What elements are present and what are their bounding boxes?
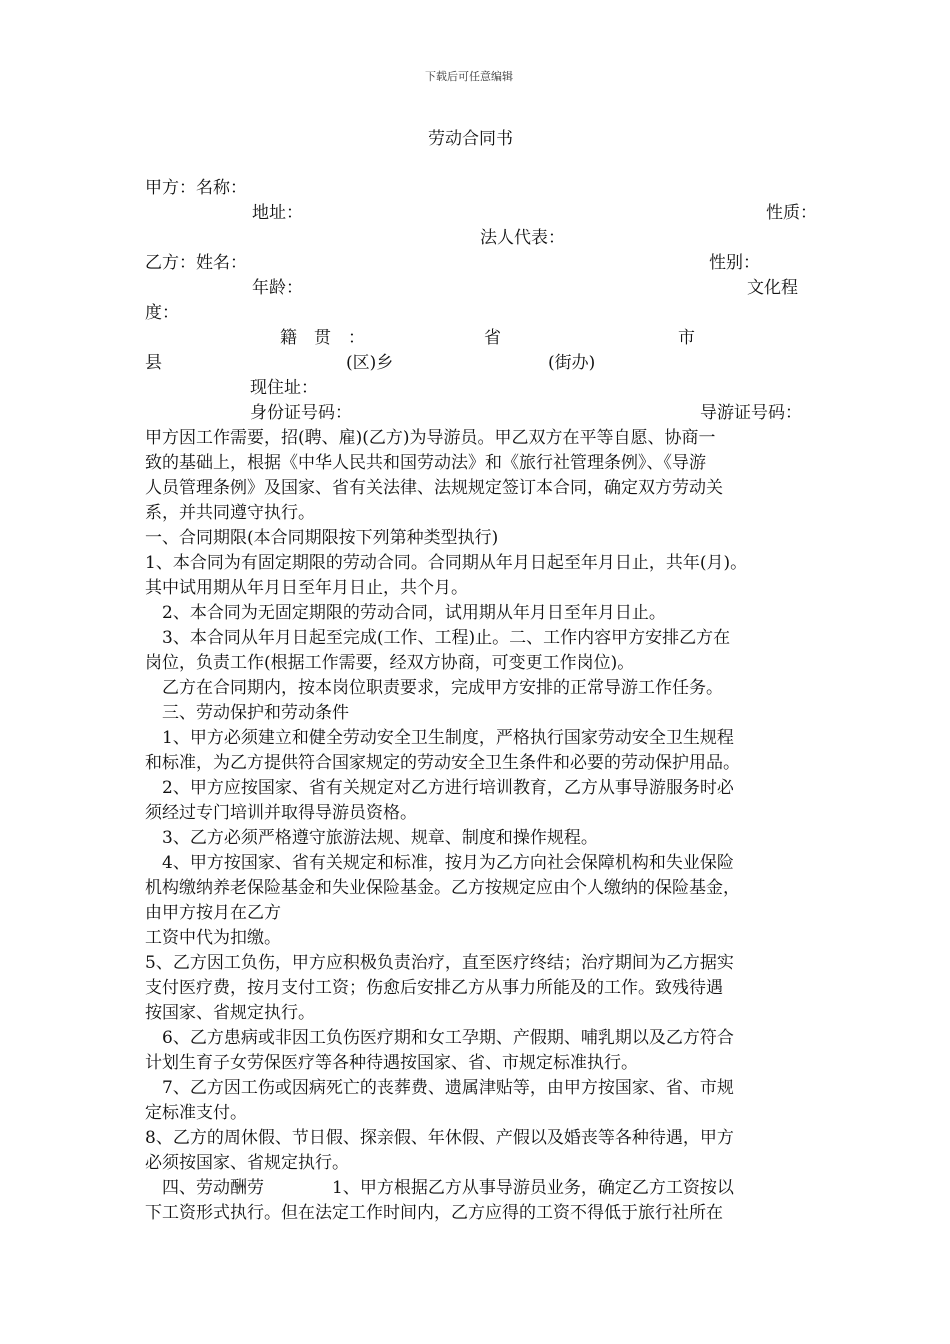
party-a-name-label: 甲方：名称： bbox=[145, 178, 247, 198]
party-b-subdistrict: (街办) bbox=[548, 353, 596, 373]
body-line: 机构缴纳养老保险基金和失业保险基金。乙方按规定应由个人缴纳的保险基金， bbox=[145, 878, 740, 898]
body-line: 定标准支付。 bbox=[145, 1103, 247, 1123]
party-b-education-label: 文化程 bbox=[747, 278, 798, 298]
party-a-address-label: 地址： bbox=[252, 203, 303, 223]
body-line: 按国家、省规定执行。 bbox=[145, 1003, 315, 1023]
body-line: 必须按国家、省规定执行。 bbox=[145, 1153, 349, 1173]
body-line: 2、甲方应按国家、省有关规定对乙方进行培训教育，乙方从事导游服务时必 bbox=[145, 778, 734, 798]
body-line: 支付医疗费，按月支付工资；伤愈后安排乙方从事力所能及的工作。致残待遇 bbox=[145, 978, 723, 998]
body-line: 须经过专门培训并取得导游员资格。 bbox=[145, 803, 417, 823]
body-line: 2、本合同为无固定期限的劳动合同，试用期从年月日至年月日止。 bbox=[145, 603, 666, 623]
body-line: 和标准，为乙方提供符合国家规定的劳动安全卫生条件和必要的劳动保护用品。 bbox=[145, 753, 740, 773]
body-line: 3、本合同从年月日起至完成(工作、工程)止。二、工作内容甲方安排乙方在 bbox=[145, 628, 731, 648]
body-line: 8、乙方的周休假、节日假、探亲假、年休假、产假以及婚丧等各种待遇，甲方 bbox=[145, 1128, 734, 1148]
body-line: 乙方在合同期内，按本岗位职责要求，完成甲方安排的正常导游工作任务。 bbox=[145, 678, 723, 698]
body-line: 致的基础上，根据《中华人民共和国劳动法》和《旅行社管理条例》、《导游 bbox=[145, 453, 706, 473]
body-line: 4、甲方按国家、省有关规定和标准，按月为乙方向社会保障机构和失业保险 bbox=[145, 853, 734, 873]
body-line: 计划生育子女劳保医疗等各种待遇按国家、省、市规定标准执行。 bbox=[145, 1053, 638, 1073]
party-b-age-label: 年龄： bbox=[252, 278, 303, 298]
document-title: 劳动合同书 bbox=[428, 129, 513, 149]
body-line: 其中试用期从年月日至年月日止，共个月。 bbox=[145, 578, 468, 598]
party-b-guide-id-label: 导游证号码： bbox=[700, 403, 802, 423]
party-a-nature-label: 性质： bbox=[766, 203, 817, 223]
section-heading: 一、合同期限(本合同期限按下列第种类型执行) bbox=[145, 528, 499, 548]
body-line: 1、本合同为有固定期限的劳动合同。合同期从年月日起至年月日止，共年(月)。 bbox=[145, 553, 748, 573]
body-line: 四、劳动酬劳 1、甲方根据乙方从事导游员业务，确定乙方工资按以 bbox=[145, 1178, 734, 1198]
party-a-legal-rep-label: 法人代表： bbox=[480, 228, 565, 248]
party-b-district: (区)乡 bbox=[346, 353, 394, 373]
party-b-residence-label: 现住址： bbox=[250, 378, 318, 398]
party-b-id-label: 身份证号码： bbox=[250, 403, 352, 423]
page-header: 下载后可任意编辑 bbox=[425, 70, 513, 83]
body-line: 1、甲方必须建立和健全劳动安全卫生制度，严格执行国家劳动安全卫生规程 bbox=[145, 728, 734, 748]
body-line: 7、乙方因工伤或因病死亡的丧葬费、遗属津贴等，由甲方按国家、省、市规 bbox=[145, 1078, 734, 1098]
body-line: 下工资形式执行。但在法定工作时间内，乙方应得的工资不得低于旅行社所在 bbox=[145, 1203, 723, 1223]
body-line: 人员管理条例》及国家、省有关法律、法规规定签订本合同，确定双方劳动关 bbox=[145, 478, 723, 498]
party-b-province: 省 bbox=[484, 328, 501, 348]
body-line: 系，并共同遵守执行。 bbox=[145, 503, 315, 523]
section-heading: 三、劳动保护和劳动条件 bbox=[145, 703, 349, 723]
body-line: 由甲方按月在乙方 bbox=[145, 903, 281, 923]
party-b-name-label: 乙方：姓名： bbox=[145, 253, 247, 273]
party-b-education-label-cont: 度： bbox=[145, 303, 179, 323]
party-b-county: 县 bbox=[145, 353, 162, 373]
body-line: 工资中代为扣缴。 bbox=[145, 928, 281, 948]
body-line: 岗位，负责工作(根据工作需要，经双方协商，可变更工作岗位)。 bbox=[145, 653, 635, 673]
party-b-native-label: 籍 贯 ： bbox=[280, 328, 365, 348]
party-b-gender-label: 性别： bbox=[709, 253, 760, 273]
body-line: 甲方因工作需要，招(聘、雇)(乙方)为导游员。甲乙双方在平等自愿、协商一 bbox=[145, 428, 716, 448]
body-line: 3、乙方必须严格遵守旅游法规、规章、制度和操作规程。 bbox=[145, 828, 598, 848]
body-line: 5、乙方因工负伤，甲方应积极负责治疗，直至医疗终结；治疗期间为乙方据实 bbox=[145, 953, 734, 973]
party-b-city: 市 bbox=[678, 328, 695, 348]
body-line: 6、乙方患病或非因工负伤医疗期和女工孕期、产假期、哺乳期以及乙方符合 bbox=[145, 1028, 734, 1048]
